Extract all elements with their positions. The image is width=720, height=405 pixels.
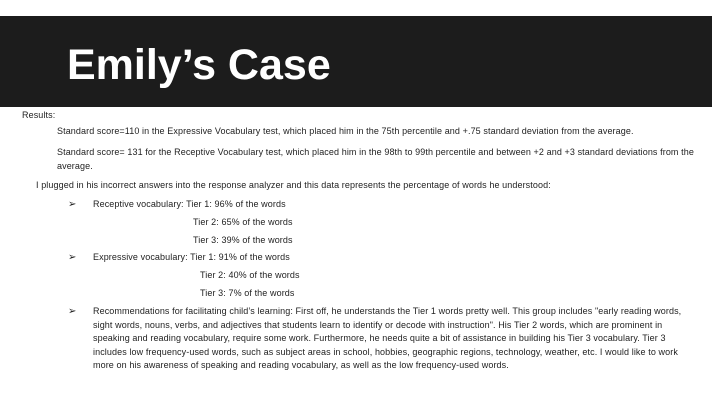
expressive-tier3: Tier 3: 7% of the words [200, 288, 295, 298]
results-label: Results: [22, 110, 56, 120]
recommendations-text: Recommendations for facilitating child’s learning: First off, he understands the Tier 1 words pretty well. This group includes "early reading words, sight words, nouns, verbs, and adjectives that students learn to identify or decode with instruction". His Tier 2 words, which are prominent in speaking and reading vocabulary, require some work. Furthermore, he needs quite a bit of assistance in building his Tier 3 vocabulary. Tier 3 includes low frequency-used words, such as subject areas in school, hobbies, geographic regions, technology, weather, etc. I would like to work more on his awareness of speaking and reading vocabulary, as well as the low frequency-used words. [93, 306, 682, 370]
bullet-arrow-icon: ➢ [68, 306, 77, 317]
bullet-arrow-icon: ➢ [68, 199, 77, 210]
expressive-tier2: Tier 2: 40% of the words [200, 270, 300, 280]
slide-title: Emily’s Case [67, 41, 331, 89]
analyzer-note: I plugged in his incorrect answers into the response analyzer and this data represents the percentage of words he understood: [36, 180, 551, 190]
expressive-tier1: Expressive vocabulary: Tier 1: 91% of the words [93, 252, 290, 262]
receptive-tier3: Tier 3: 39% of the words [193, 235, 293, 245]
receptive-tier1: Receptive vocabulary: Tier 1: 96% of the words [93, 199, 286, 209]
receptive-score-text: Standard score= 131 for the Receptive Vocabulary test, which placed him in the 98th to 99th percentile and between +2 and +3 standard deviations from the average. [57, 147, 694, 171]
expressive-score-text: Standard score=110 in the Expressive Vocabulary test, which placed him in the 75th percentile and +.75 standard deviation from the average. [57, 126, 634, 136]
receptive-tier2: Tier 2: 65% of the words [193, 217, 293, 227]
bullet-arrow-icon: ➢ [68, 252, 77, 263]
